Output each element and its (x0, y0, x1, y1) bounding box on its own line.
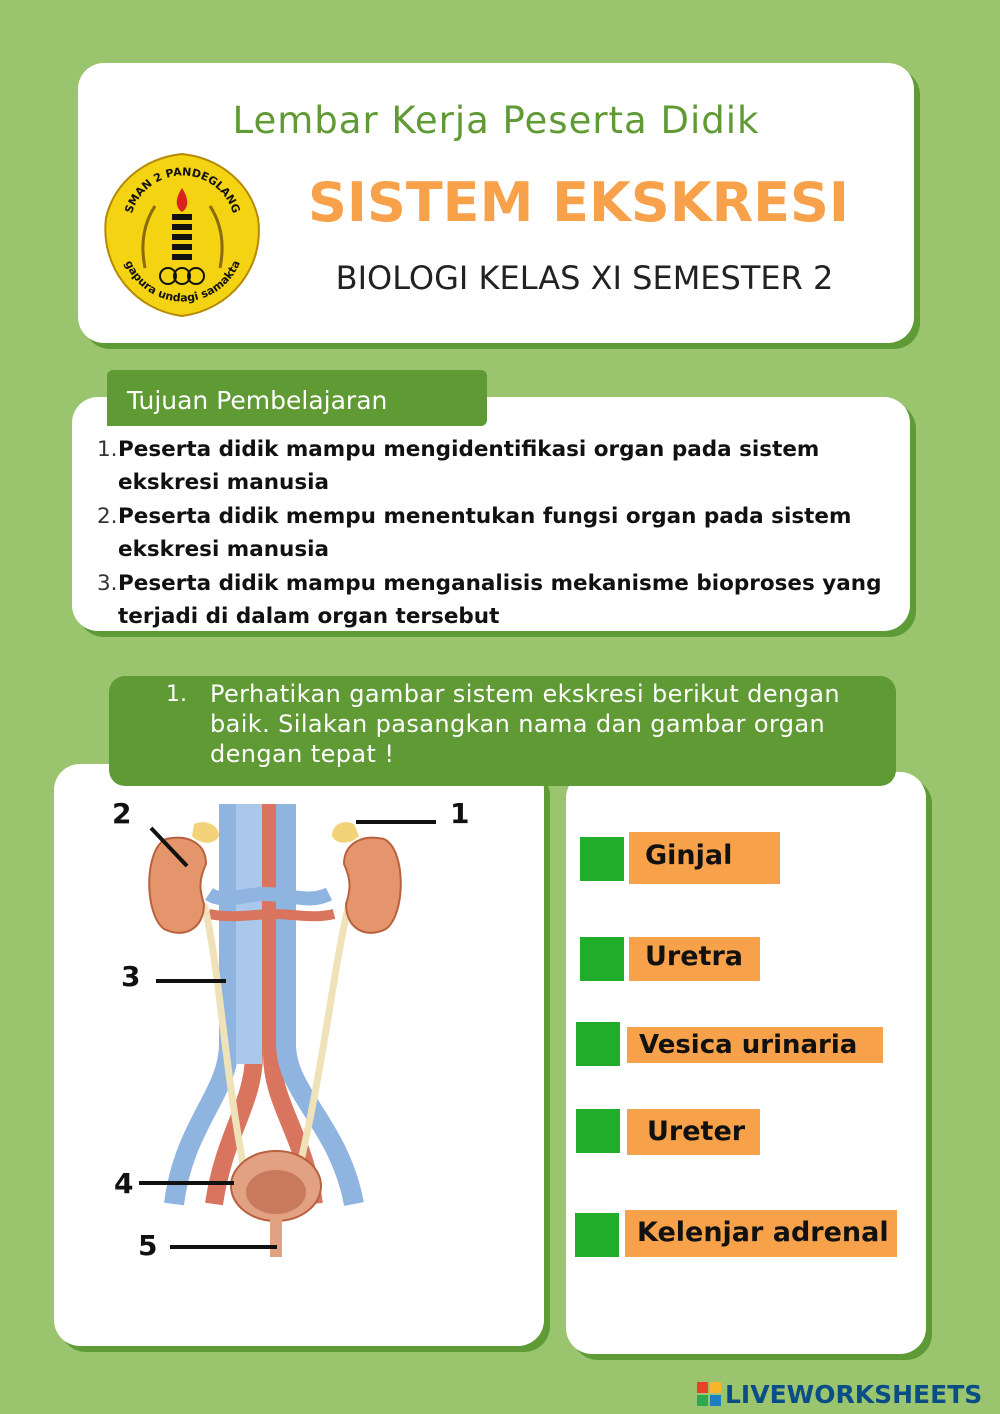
logo-top-text: SMAN 2 PANDEGLANG (122, 165, 243, 215)
bladder (231, 1151, 321, 1257)
diagram-label-5: 5 (138, 1229, 158, 1262)
goals-list (97, 434, 907, 635)
answer-label-uretra[interactable]: Uretra (629, 937, 760, 981)
goal-text: Peserta didik mampu mengidentifikasi organ pada sistem ekskresi manusia (118, 437, 820, 495)
liveworksheets-logo-icon (697, 1382, 721, 1406)
diagram-label-2: 2 (112, 797, 132, 830)
drop-target-uretra[interactable] (580, 937, 624, 981)
goal-item (97, 568, 907, 633)
diagram-label-1: 1 (450, 797, 470, 830)
task-text: Perhatikan gambar sistem ekskresi berikut dengan baik. Silakan pasangkan nama dan gambar organ dengan tepat ! (210, 680, 840, 768)
diagram-label-4: 4 (114, 1167, 134, 1200)
task-number: 1. (166, 682, 187, 707)
excretory-system-diagram (54, 764, 544, 1346)
header-card (78, 63, 914, 343)
answer-label-ureter[interactable]: Ureter (627, 1109, 760, 1155)
drop-target-ginjal[interactable] (580, 837, 624, 881)
task-instruction (109, 676, 896, 786)
goal-text: Peserta didik mempu menentukan fungsi organ pada sistem ekskresi manusia (118, 504, 852, 562)
goals-heading: Tujuan Pembelajaran (107, 370, 487, 426)
answer-label-ginjal[interactable]: Ginjal (629, 832, 780, 884)
goal-number: 2. (97, 504, 118, 529)
diagram-card (54, 764, 544, 1346)
drop-target-vesica-urinaria[interactable] (576, 1022, 620, 1066)
drop-target-kelenjar-adrenal[interactable] (575, 1213, 619, 1257)
kidney-right (332, 822, 401, 933)
diagram-label-3: 3 (121, 960, 141, 993)
drop-target-ureter[interactable] (576, 1109, 620, 1153)
goal-item (97, 434, 907, 499)
logo-bottom-text: gapura undagi samakta (122, 258, 243, 305)
goal-item (97, 501, 907, 566)
brand-text: LIVEWORKSHEETS (725, 1379, 983, 1409)
goal-number: 1. (97, 437, 118, 462)
page-title: SISTEM EKSKRESI (307, 171, 850, 234)
liveworksheets-brand[interactable] (697, 1378, 982, 1410)
school-logo (100, 148, 265, 323)
page-subtitle: BIOLOGI KELAS XI SEMESTER 2 (335, 259, 834, 297)
answer-label-kelenjar-adrenal[interactable]: Kelenjar adrenal (625, 1210, 897, 1257)
goal-text: Peserta didik mampu menganalisis mekanisme bioproses yang terjadi di dalam organ tersebut (118, 571, 882, 629)
document-type: Lembar Kerja Peserta Didik (232, 99, 760, 142)
goal-number: 3. (97, 571, 118, 596)
answer-label-vesica-urinaria[interactable]: Vesica urinaria (627, 1027, 883, 1063)
